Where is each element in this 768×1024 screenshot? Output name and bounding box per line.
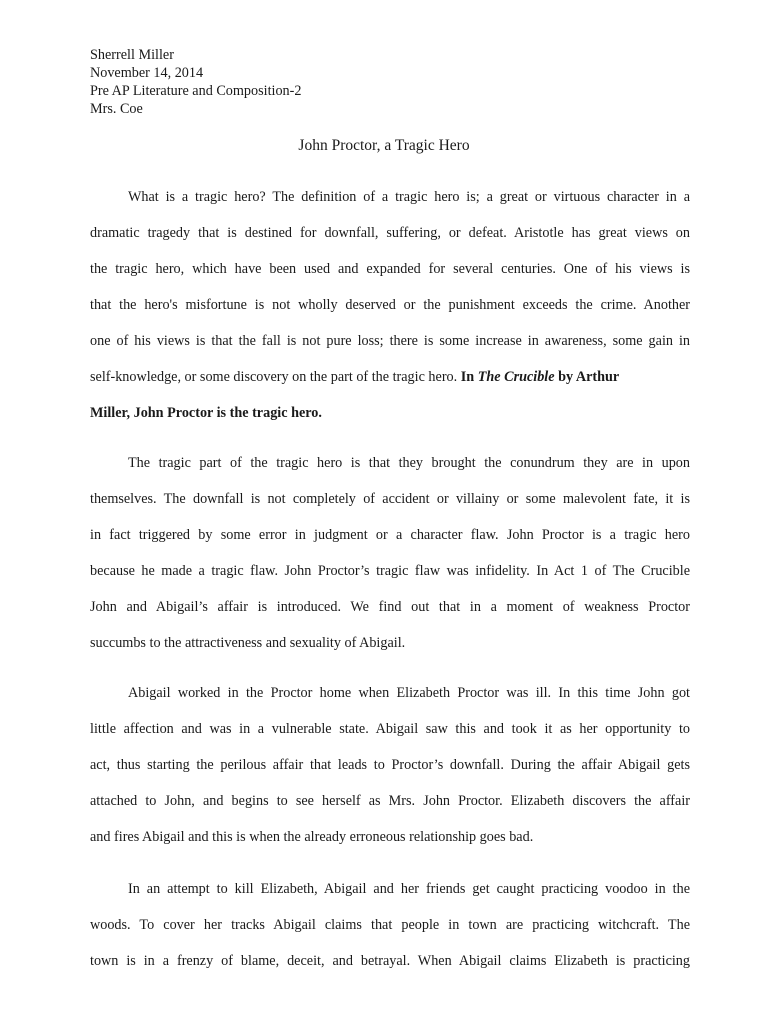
paragraph-line: attached to John, and begins to see herself as Mrs. John Proctor. Elizabeth discovers the affair [90,793,690,809]
paragraph-line: and fires Abigail and this is when the already erroneous relationship goes bad. [90,829,534,845]
book-title: The Crucible [477,369,555,385]
paragraph-line: act, thus starting the perilous affair that leads to Proctor’s downfall. During the affair Abigail gets [90,757,690,773]
paragraph-line: town is in a frenzy of blame, deceit, and betrayal. When Abigail claims Elizabeth is practicing [90,953,690,969]
paragraph-line: John and Abigail’s affair is introduced. We find out that in a moment of weakness Proctor [90,599,690,615]
paragraph-line: one of his views is that the fall is not pure loss; there is some increase in awareness, some gain in [90,333,690,349]
paragraph-line-with-thesis [90,363,690,399]
essay-body [90,183,690,983]
paragraph-line: The tragic part of the tragic hero is that they brought the conundrum they are in upon [128,455,690,471]
paragraph-line: In an attempt to kill Elizabeth, Abigail and her friends get caught practicing voodoo in the [128,881,690,897]
teacher-name: Mrs. Coe [90,101,143,117]
paragraph-1 [90,183,690,435]
paragraph-3 [90,679,690,859]
paragraph-line: Abigail worked in the Proctor home when Elizabeth Proctor was ill. In this time John got [128,685,690,701]
paragraph-line: What is a tragic hero? The definition of a tragic hero is; a great or virtuous character in a [128,189,690,205]
thesis-text: In The Crucible by Arthur [460,369,620,385]
paragraph-line: that the hero's misfortune is not wholly deserved or the punishment exceeds the crime. Another [90,297,690,313]
course-name: Pre AP Literature and Composition-2 [90,83,302,99]
paragraph-line: woods. To cover her tracks Abigail claims that people in town are practicing witchcraft. The [90,917,690,933]
paragraph-4 [90,875,690,983]
paragraph-line: in fact triggered by some error in judgment or a character flaw. John Proctor is a tragic hero [90,527,690,543]
paragraph-2 [90,449,690,665]
paragraph-line: succumbs to the attractiveness and sexuality of Abigail. [90,635,406,651]
paragraph-line: because he made a tragic flaw. John Proctor’s tragic flaw was infidelity. In Act 1 of The Crucible [90,563,690,579]
paragraph-line: self-knowledge, or some discovery on the part of the tragic hero. [90,369,458,385]
essay-date: November 14, 2014 [90,65,204,81]
paragraph-line: the tragic hero, which have been used and expanded for several centuries. One of his views is [90,261,690,277]
paragraph-line: themselves. The downfall is not completely of accident or villainy or some malevolent fate, it is [90,491,690,507]
paragraph-line: little affection and was in a vulnerable state. Abigail saw this and took it as her opportunity to [90,721,690,737]
essay-header [90,46,301,118]
thesis-line: Miller, John Proctor is the tragic hero. [90,405,322,421]
essay-title: John Proctor, a Tragic Hero [298,137,470,154]
author-name: Sherrell Miller [90,47,174,63]
paragraph-line: dramatic tragedy that is destined for downfall, suffering, or defeat. Aristotle has great views on [90,225,690,241]
